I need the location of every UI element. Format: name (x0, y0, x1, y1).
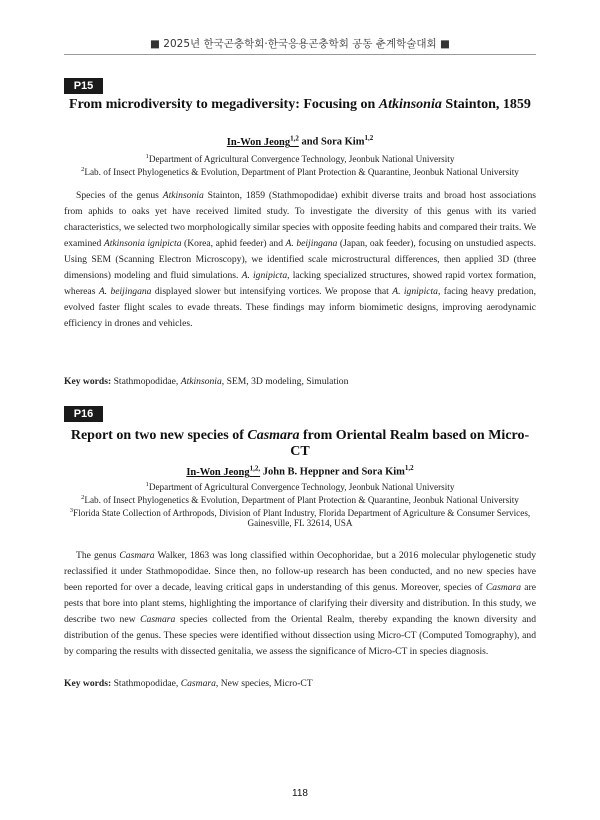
affiliation-3-p16: $^3$Florida State Collection of Arthropods, Division of Plant Industry, Florida Department of Agriculture & Consumer Services, (69, 507, 531, 519)
authors-p16: In-Won Jeong$^{1,2,}$ John B. Heppner and Sora Kim$^{1,2}$ (186, 464, 414, 478)
poster-tag-p16: P16 (64, 406, 103, 422)
keywords-p15 (64, 376, 536, 387)
affiliation-3-cont-p16: Gainesville, FL 32614, USA (247, 518, 353, 528)
keywords-list: Stathmopodidae, Atkinsonia, SEM, 3D modeling, Simulation (113, 376, 349, 387)
paper-title-p16: Report on two new species of Casmara from Oriental Realm based on Micro-CT (70, 428, 530, 459)
abstract-p16: The genus Casmara Walker, 1863 was long classified within Oecophoridae, but a 2016 molecular phylogenetic study reclassified it under Stathmopodidae. Since then, no follow-up research has been conducted, and no new species have been reported for over a decade, leaving critical gaps in understanding of this genus. Moreover, species of Casmara are pests that bore into plant stems, highlighting the importance of clarifying their diversity and distribution. In this study, we describe two new Casmara species collected from the Oriental Realm, thereby expanding the known diversity and distribution of the genus. These species were identified without dissection using Micro-CT (Computed Tomography), and by comparing the results with dissected genitalia, we assess the significance of Micro-CT in species diagnosis. (64, 550, 536, 657)
keywords-p16 (64, 678, 536, 689)
poster-tag-p15: P15 (64, 78, 103, 94)
affiliation-1-p15: $^1$Department of Agricultural Convergence Technology, Jeonbuk National University (145, 153, 455, 165)
keywords-list: Stathmopodidae, Casmara, New species, Micro-CT (113, 678, 313, 689)
affiliation-1-p16: $^1$Department of Agricultural Convergence Technology, Jeonbuk National University (145, 481, 455, 493)
authors-p15: In-Won Jeong$^{1,2}$ and Sora Kim$^{1,2}$ (226, 134, 374, 148)
running-header: ■ 2025년 한국곤충학회·한국응용곤충학회 공동 춘계학술대회 ■ (150, 38, 450, 50)
header-divider (64, 54, 536, 55)
affiliation-2-p16: $^2$Lab. of Insect Phylogenetics & Evolution, Department of Plant Protection & Quarantine, Jeonbuk National University (81, 494, 519, 506)
page-number: 118 (292, 788, 308, 799)
keywords-label: Key words: (64, 678, 112, 689)
affiliation-2-p15: $^2$Lab. of Insect Phylogenetics & Evolution, Department of Plant Protection & Quarantine, Jeonbuk National University (81, 166, 519, 178)
paper-title-p15: From microdiversity to megadiversity: Focusing on Atkinsonia Stainton, 1859 (69, 97, 531, 112)
keywords-label: Key words: (64, 376, 112, 387)
abstract-p15: Species of the genus Atkinsonia Stainton, 1859 (Stathmopodidae) exhibit diverse traits and broad host associations from aphids to oaks yet have received limited study. To investigate the diversity of this genus with its varied characteristics, we selected two morphologically similar species with opposite feeding habits and compared their traits. We examined Atkinsonia ignipicta (Korea, aphid feeder) and A. beijingana (Japan, oak feeder), focusing on unstudied aspects. Using SEM (Scanning Electron Microscopy), we identified scale microstructural differences, then applied 3D (three dimensions) modeling and fluid simulations. A. ignipicta, lacking specialized structures, showed rapid vortex formation, whereas A. beijingana displayed slower but intensifying vortices. We propose that A. ignipicta, facing heavy predation, evolved faster flight scales to evade threats. These findings may inform biomimetic designs, improving aerodynamic efficiency in drones and vehicles. (64, 190, 537, 329)
